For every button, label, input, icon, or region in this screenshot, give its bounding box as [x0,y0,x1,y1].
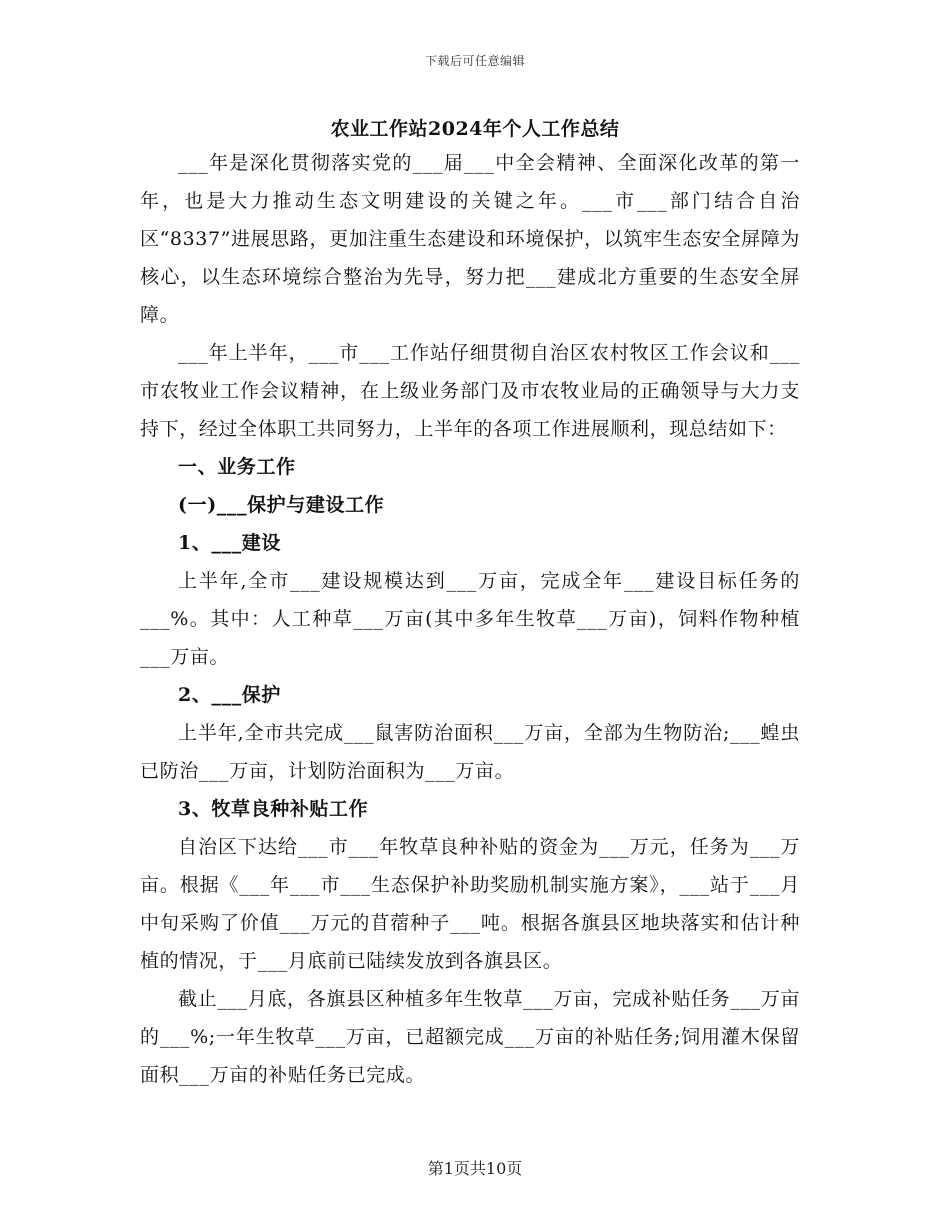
document-body [140,144,800,1094]
paragraph-summary-intro: ___年上半年，___市___工作站仔细贯彻自治区农村牧区工作会议和___市农牧业工作会议精神，在上级业务部门及市农牧业局的正确领导与大力支持下，经过全体职工共同努力，上半年的各项工作进展顺利，现总结如下： [140,342,800,440]
heading-protection-construction: (一)___保护与建设工作 [178,494,385,516]
heading-protection: 2、___保护 [178,684,281,706]
heading-business-work: 一、业务工作 [178,456,296,478]
paragraph-subsidy-progress: 截止___月底，各旗县区种植多年生牧草___万亩，完成补贴任务___万亩的___%;一年生牧草___万亩，已超额完成___万亩的补贴任务;饲用灌木保留面积___万亩的补贴任务已完成。 [140,988,800,1086]
page-footer: 第1页共10页 [427,1159,523,1178]
paragraph-construction: 上半年,全市___建设规模达到___万亩，完成全年___建设目标任务的___%。其中：人工种草___万亩(其中多年生牧草___万亩)，饲料作物种植___万亩。 [140,570,800,668]
heading-construction: 1、___建设 [178,532,281,554]
paragraph-protection: 上半年,全市共完成___鼠害防治面积___万亩，全部为生物防治;___蝗虫已防治___万亩，计划防治面积为___万亩。 [140,722,800,782]
header-note: 下载后可任意编辑 [424,54,525,68]
paragraph-intro: ___年是深化贯彻落实党的___届___中全会精神、全面深化改革的第一年，也是大力推动生态文明建设的关键之年。___市___部门结合自治区“8337”进展思路，更加注重生态建设和环境保护，以筑牢生态安全屏障为核心，以生态环境综合整治为先导，努力把___建成北方重要的生态安全屏障。 [140,152,800,326]
paragraph-seed-subsidy: 自治区下达给___市___年牧草良种补贴的资金为___万元，任务为___万亩。根据《___年___市___生态保护补助奖励机制实施方案》，___站于___月中旬采购了价值___万元的苜蓿种子___吨。根据各旗县区地块落实和估计种植的情况，于___月底前已陆续发放到各旗县区。 [140,836,800,972]
page-title: 农业工作站2024年个人工作总结 [330,118,620,140]
heading-seed-subsidy: 3、牧草良种补贴工作 [178,798,369,820]
